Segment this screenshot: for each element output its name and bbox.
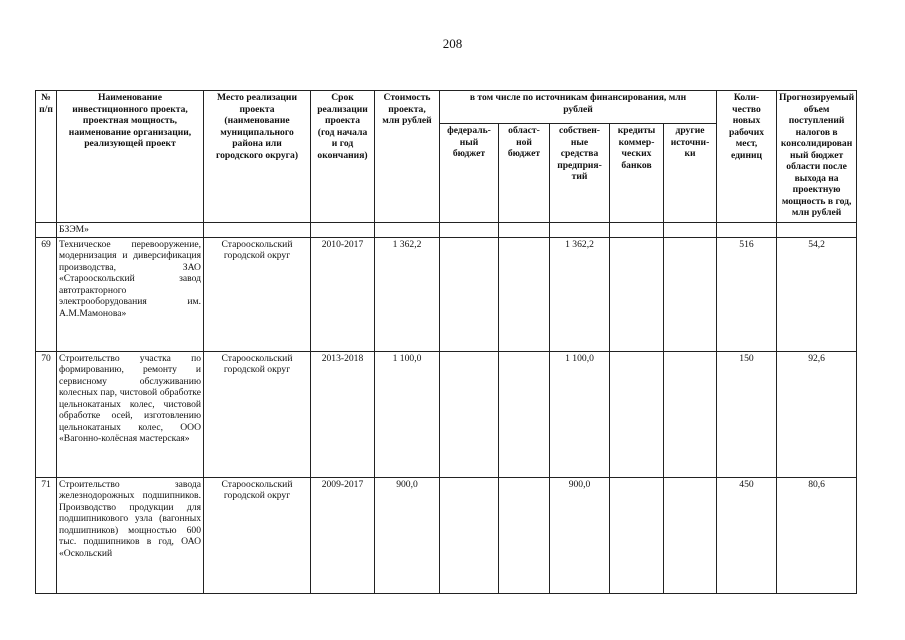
carry-text: БЗЭМ» [57,223,204,238]
row-cost: 1 362,2 [375,237,440,351]
header-cost: Стоимость проекта, млн рублей [375,91,440,223]
header-place: Место реализации проекта (наименование муниципального района или городского округа) [204,91,311,223]
row-other [664,477,717,593]
header-num: № п/п [36,91,57,223]
header-credit: кредиты коммер- ческих банков [610,124,664,223]
table-row [36,477,857,593]
row-jobs: 450 [717,477,777,593]
row-credit [610,237,664,351]
row-num: 71 [36,477,57,593]
header-own: собствен- ные средства предприя- тий [550,124,610,223]
header-tax: Прогнозируемый объем поступлений налогов в консолидирован ный бюджет области после выхода на проектную мощность в год, млн рублей [777,91,857,223]
row-term: 2009-2017 [311,477,375,593]
row-place: Старооскольский городской округ [204,477,311,593]
table-row [36,351,857,477]
row-place: Старооскольский городской округ [204,351,311,477]
table-row [36,237,857,351]
header-term: Срок реализации проекта (год начала и год окончания) [311,91,375,223]
row-own: 1 362,2 [550,237,610,351]
row-credit [610,351,664,477]
header-other: другие источни- ки [664,124,717,223]
row-own: 900,0 [550,477,610,593]
row-federal [440,351,499,477]
row-tax: 92,6 [777,351,857,477]
investment-projects-table [35,90,857,594]
row-cost: 900,0 [375,477,440,593]
row-other [664,351,717,477]
row-jobs: 516 [717,237,777,351]
row-term: 2010-2017 [311,237,375,351]
row-regional [499,237,550,351]
row-credit [610,477,664,593]
row-name: Строительство участка по формированию, ремонту и сервисному обслуживанию колесных пар, чистовой обработке цельнокатаных колес, чистовой обработке осей, изготовлению цельнокатаных колес, ООО «Вагонно-колёсная мастерская» [57,351,204,477]
row-tax: 80,6 [777,477,857,593]
header-sources: в том числе по источникам финансирования, млн рублей [440,91,717,124]
header-regional: област- ной бюджет [499,124,550,223]
row-own: 1 100,0 [550,351,610,477]
row-federal [440,237,499,351]
header-name: Наименование инвестиционного проекта, проектная мощность, наименование организации, реализующей проект [57,91,204,223]
row-jobs: 150 [717,351,777,477]
header-jobs: Коли- чество новых рабочих мест, единиц [717,91,777,223]
row-name: Строительство завода железнодорожных подшипников. Производство продукции для подшипникового узла (вагонных подшипников) мощностью 600 тыс. подшипников в год, ОАО «Оскольский [57,477,204,593]
row-tax: 54,2 [777,237,857,351]
row-federal [440,477,499,593]
row-num: 69 [36,237,57,351]
row-num: 70 [36,351,57,477]
row-regional [499,477,550,593]
row-name: Техническое перевооружение, модернизация и диверсификация производства, ЗАО «Старооскольский завод автотракторного электрооборудования им. А.М.Мамонова» [57,237,204,351]
header-federal: федераль- ный бюджет [440,124,499,223]
carry-empty [36,223,57,238]
carry-over-row [36,223,857,238]
row-other [664,237,717,351]
row-term: 2013-2018 [311,351,375,477]
page-number: 208 [442,36,463,51]
row-regional [499,351,550,477]
row-cost: 1 100,0 [375,351,440,477]
row-place: Старооскольский городской округ [204,237,311,351]
